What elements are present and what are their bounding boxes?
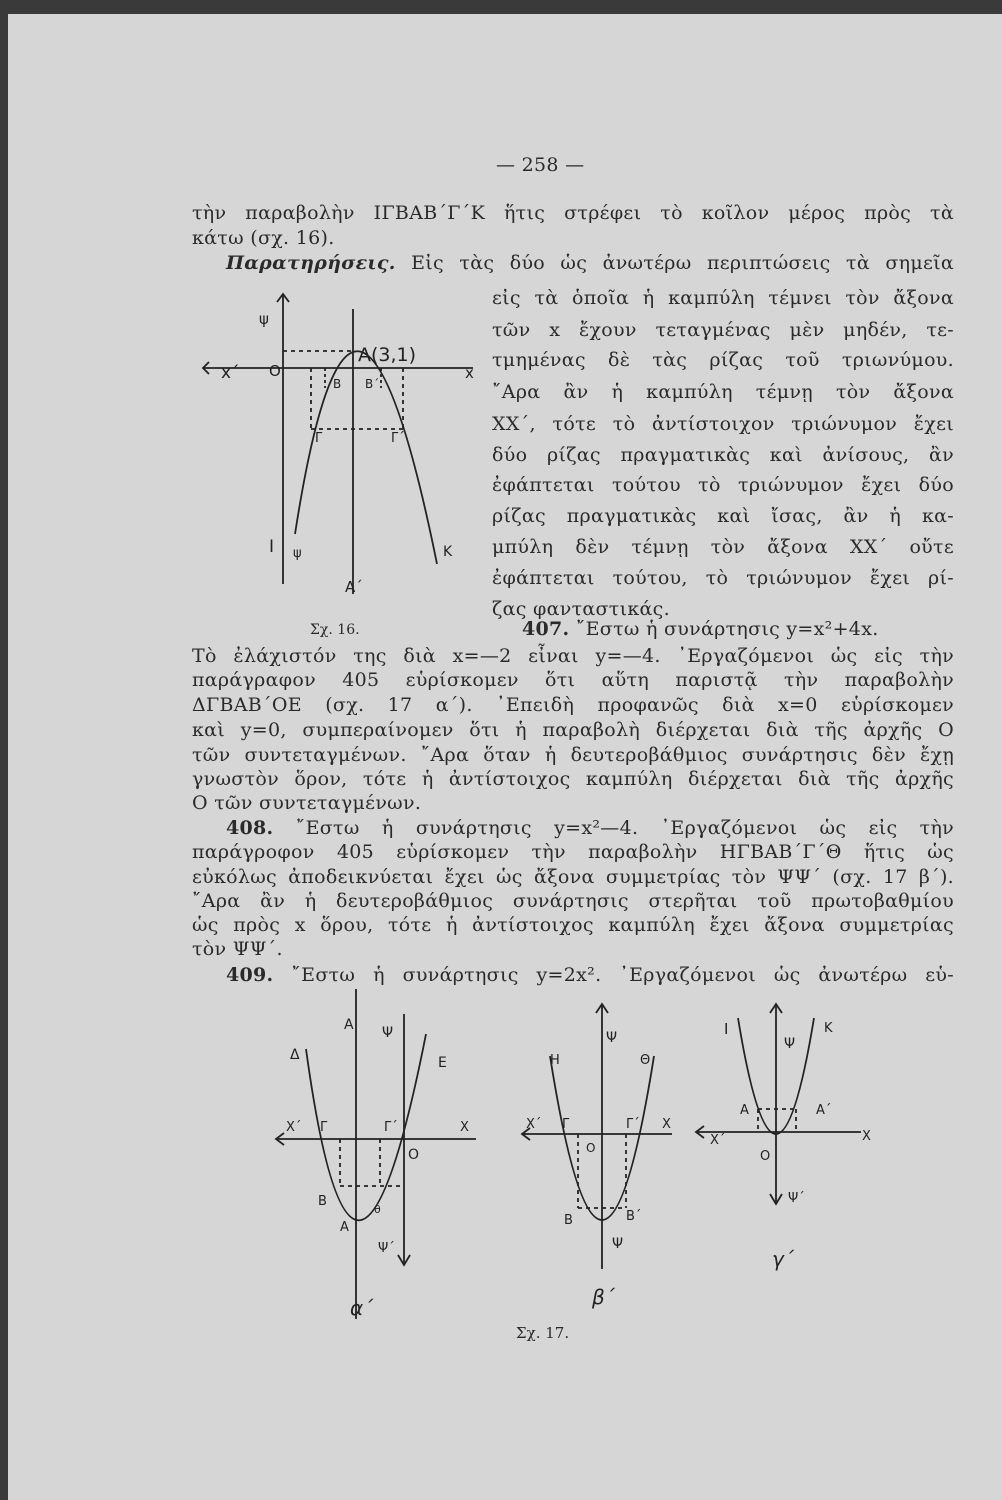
text-line — [226, 252, 954, 274]
text-line: ΧΧ΄, τότε τὸ ἀντίστοιχον τριώνυμον ἔχει — [492, 413, 954, 435]
figure-17b — [522, 1004, 692, 1324]
remarks-first: Εἰς τὰς δύο ὡς ἀνωτέρω περιπτώσεις τὰ σημεῖα — [411, 252, 955, 274]
text-line — [226, 964, 954, 986]
section-number: 408. — [226, 817, 274, 839]
section-number: 407. — [522, 618, 570, 640]
text-line: Ο τῶν συντεταγμένων. — [192, 792, 422, 814]
section-first-line: ῎Εστω ἡ συνάρτησις y=2x². ᾿Εργαζόμενοι ὡς ἀνωτέρω εὑ- — [291, 964, 954, 986]
figure-17c-caption: γ΄ — [772, 1247, 794, 1271]
text-line: ἐφάπτεται τούτου, τὸ τριώνυμον ἔχει ρί- — [492, 567, 954, 589]
label: ψ — [293, 546, 302, 561]
label: Α(3,1) — [358, 344, 417, 366]
label: Χ — [862, 1129, 871, 1144]
label: Γ — [562, 1117, 570, 1132]
label: Γ΄ — [391, 431, 405, 446]
text-line: εὐκόλως ἀποδεικνύεται ἔχει ὡς ἄξονα συμμετρίας τὸν ΨΨ΄ (σχ. 17 β΄). — [192, 866, 954, 888]
text-line: ῎Αρα ἂν ἡ καμπύλη τέμνῃ τὸν ἄξονα — [492, 381, 954, 403]
label: Ο — [408, 1147, 420, 1163]
text-line: ἐφάπτεται τούτου τὸ τριώνυμον ἔχει δύο — [492, 474, 954, 496]
text-line: Τὸ ἐλάχιστόν της διὰ x=—2 εἶναι y=—4. ᾿Εργαζόμενοι ὡς εἰς τὴν — [192, 645, 954, 667]
label: Δ — [290, 1047, 300, 1063]
label: Β΄ — [365, 377, 380, 391]
label: Α — [344, 1017, 354, 1033]
label: Ψ — [382, 1025, 394, 1041]
label: Β — [564, 1213, 573, 1228]
text-line: ζας φανταστικάς. — [492, 598, 670, 620]
label: Ψ΄ — [378, 1241, 395, 1256]
label: Α — [740, 1103, 749, 1118]
remarks-heading: Παρατηρήσεις. — [226, 252, 396, 274]
text-line: κάτω (σχ. 16). — [192, 227, 335, 249]
label: Ψ — [784, 1036, 796, 1052]
label: Κ — [824, 1021, 833, 1036]
text-line: τῶν x ἔχουν τεταγμένας μὲν μηδέν, τε- — [492, 319, 954, 341]
figure-17a — [276, 989, 486, 1329]
label: x΄ — [221, 363, 240, 383]
text-line: ρίζας πραγματικὰς καὶ ἴσας, ἂν ἡ κα- — [492, 505, 954, 527]
text-line: τμημένας δὲ τὰς ρίζας τοῦ τριωνύμου. — [492, 349, 954, 371]
label: Β — [333, 377, 342, 391]
label: Γ΄ — [626, 1117, 640, 1132]
figure-17a-caption: α΄ — [350, 1296, 374, 1320]
text-line: ὡς πρὸς x ὅρου, τότε ἡ ἀντίστοιχος καμπύλη ἔχει ἄξονα συμμετρίας — [192, 914, 954, 936]
label: Α΄ — [345, 578, 363, 596]
label: Κ — [443, 544, 453, 560]
figure-16-caption: Σχ. 16. — [310, 622, 360, 638]
text-line: καὶ y=0, συμπεραίνομεν ὅτι ἡ παραβολὴ διέρχεται διὰ τῆς ἀρχῆς Ο — [192, 719, 954, 741]
text-line: τὴν παραβολὴν ΙΓΒΑΒ΄Γ΄Κ ἥτις στρέφει τὸ κοῖλον μέρος πρὸς τὰ — [192, 202, 954, 224]
figure-17b-caption: β΄ — [592, 1285, 615, 1309]
label: ψ — [259, 310, 269, 328]
label: Θ — [640, 1053, 651, 1068]
label: Ψ — [606, 1030, 618, 1046]
label: Χ — [460, 1120, 469, 1135]
label: Α΄ — [816, 1103, 832, 1118]
text-line: ΔΓΒΑΒ΄ΟΕ (σχ. 17 α΄). ᾿Επειδὴ προφανῶς διὰ x=0 εὑρίσκομεν — [192, 694, 954, 716]
label: Ψ΄ — [788, 1191, 805, 1206]
figure-17-caption: Σχ. 17. — [516, 1324, 570, 1342]
label: Χ΄ — [526, 1117, 542, 1132]
text-line: παράγραφον 405 εὑρίσκομεν ὅτι αὕτη παριστᾷ τὴν παραβολὴν — [192, 669, 954, 691]
label: Γ — [320, 1120, 328, 1135]
label: Χ΄ — [286, 1120, 302, 1135]
label: Β — [318, 1194, 327, 1209]
label: Ε — [438, 1055, 447, 1071]
label: Ο — [760, 1149, 771, 1164]
section-first-line: ῎Εστω ἡ συνάρτησις y=x²+4x. — [575, 618, 879, 640]
text-line: γνωστὸν ὅρον, τότε ἡ ἀντίστοιχος καμπύλη διέρχεται διὰ τῆς ἀρχῆς — [192, 768, 954, 790]
label: Χ΄ — [710, 1133, 726, 1148]
label: x — [465, 364, 474, 382]
label: Α — [340, 1220, 349, 1235]
label: Ι — [724, 1020, 729, 1038]
label: Χ — [662, 1117, 671, 1132]
label: Β΄ — [626, 1209, 642, 1224]
book-page — [8, 14, 1002, 1500]
label: Γ΄ — [384, 1120, 398, 1135]
text-line — [522, 618, 879, 640]
text-line: δύο ρίζας πραγματικὰς καὶ ἀνίσους, ἂν — [492, 444, 954, 466]
page-number: — 258 — — [496, 154, 585, 176]
text-line: ῎Αρα ἂν ἡ δευτεροβάθμιος συνάρτησις στερῆται τοῦ πρωτοβαθμίου — [192, 890, 954, 912]
text-line: παράγροφον 405 εὑρίσκομεν τὴν παραβολὴν ΗΓΒΑΒ΄Γ΄Θ ἥτις ὡς — [192, 841, 954, 863]
text-line: μπύλη δὲν τέμνῃ τὸν ἄξονα ΧΧ΄ οὔτε — [492, 536, 954, 558]
text-line: τὸν ΨΨ΄. — [192, 938, 283, 960]
figure-16 — [203, 294, 483, 614]
label: Ο — [586, 1141, 596, 1155]
text-line — [226, 817, 954, 839]
section-number: 409. — [226, 964, 274, 986]
text-line: τῶν συντεταγμένων. ῎Αρα ὅταν ἡ δευτεροβάθμιος συνάρτησις δὲν ἔχῃ — [192, 744, 954, 766]
label: Η — [550, 1053, 560, 1068]
section-first-line: ῎Εστω ἡ συνάρτησις y=x²—4. ᾿Εργαζόμενοι ὡς εἰς τὴν — [295, 817, 955, 839]
label: θ — [374, 1203, 381, 1216]
label: Ι — [269, 537, 275, 557]
label: Γ — [315, 431, 323, 446]
label: O — [269, 362, 281, 380]
figure-17c — [696, 1004, 876, 1274]
label: Ψ — [612, 1236, 624, 1252]
text-line: εἰς τὰ ὁποῖα ἡ καμπύλη τέμνει τὸν ἄξονα — [492, 287, 954, 309]
